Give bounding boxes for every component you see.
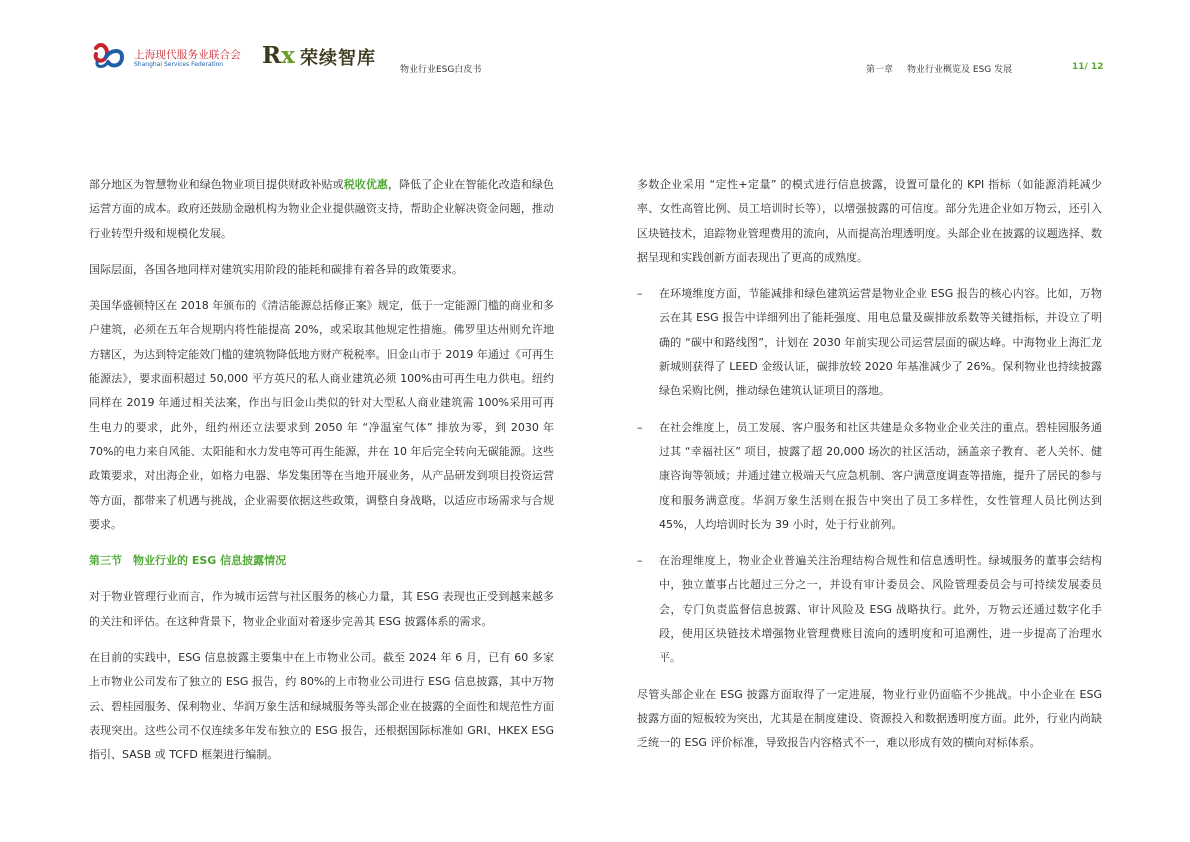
ssf-ribbon-logo-icon xyxy=(92,42,128,72)
list-item-text: 在社会维度上，员工发展、客户服务和社区共建是众多物业企业关注的重点。碧桂园服务通过其 “幸福社区” 项目，披露了超 20,000 场次的社区活动，涵盖亲子教育、老人关怀、健康咨询等领域；并通过建立极端天气应急机制、客户满意度调查等措施，提升了居民的参与度和服务满意度。华润万象生活则在报告中突出了员工多样性，女性管理人员比例达到 45%，人均培训时长为 39 小时，处于行业前列。 xyxy=(659,420,1102,531)
paragraph: 在目前的实践中，ESG 信息披露主要集中在上市物业公司。截至 2024 年 6 月，已有 60 多家上市物业公司发布了独立的 ESG 报告，约 80%的上市物业公司进行 ESG 信息披露，其中万物云、碧桂园服务、保利物业、华润万象生活和绿城服务等头部企业在披露的全面性和规范性方面表现突出。这些公司不仅连续多年发布独立的 ESG 报告，还根据国际标准如 GRI、HKEX ESG 指引、SASB 或 TCFD 框架进行编制。 xyxy=(89,651,554,762)
list-item-text: 在治理维度上，物业企业普遍关注治理结构合规性和信息透明性。绿城服务的董事会结构中，独立董事占比超过三分之一，并设有审计委员会、风险管理委员会与可持续发展委员会，专门负责监督信息披露、审计风险及 ESG 战略执行。此外，万物云还通过数字化手段，使用区块链技术增强物业管理费账目流向的透明度和可追溯性，进一步提高了治理水平。 xyxy=(659,554,1102,665)
paragraph: 尽管头部企业在 ESG 披露方面取得了一定进展，物业行业仍面临不少挑战。中小企业在 ESG 披露方面的短板较为突出，尤其是在制度建设、资源投入和数据透明度方面。此外，行业内尚缺乏统一的 ESG 评价标准，导致报告内容格式不一，难以形成有效的横向对标体系。 xyxy=(637,687,1102,750)
list-item xyxy=(637,549,1102,670)
paragraph: 部分地区为智慧物业和绿色物业项目提供财政补贴或税收优惠，降低了企业在智能化改造和绿色运营方面的成本。政府还鼓励金融机构为物业企业提供融资支持，帮助企业解决资金问题，推动行业转型升级和规模化发展。 xyxy=(89,178,555,240)
chapter-number: 第一章 xyxy=(866,65,894,75)
document-title: 物业行业ESG白皮书 xyxy=(400,65,482,75)
list-item-text: 在环境维度方面，节能减排和绿色建筑运营是物业企业 ESG 报告的核心内容。比如，万物云在其 ESG 报告中详细列出了能耗强度、用电总量及碳排放系数等关键指标，并设立了明确的 “碳中和路线图”，计划在 2030 年前实现公司运营层面的碳达峰。中海物业上海汇龙新城则获得了 LEED 金级认证，碳排放较 2020 年基准减少了 26%。保利物业也持续披露绿色采购比例，推动绿色建筑认证项目的落地。 xyxy=(659,287,1102,398)
highlighted-term: 税收优惠 xyxy=(343,178,388,191)
ssf-logo-english: Shanghai Services Federation xyxy=(134,61,224,68)
list-item xyxy=(637,416,1102,537)
right-column xyxy=(637,173,1102,768)
ssf-logo-chinese: 上海现代服务业联合会 xyxy=(134,49,241,61)
rongxu-brand-name: 荣续智库 xyxy=(300,48,376,69)
page-header xyxy=(0,0,1190,110)
bullet-marker: – xyxy=(637,287,643,301)
page-number: 11/ 12 xyxy=(1072,62,1104,72)
paragraph: 多数企业采用 “定性+定量” 的模式进行信息披露，设置可量化的 KPI 指标（如能源消耗减少率、女性高管比例、员工培训时长等），以增强披露的可信度。部分先进企业如万物云，还引入区块链技术，追踪物业管理费用的流向，从而提高治理透明度。头部企业在披露的议题选择、数据呈现和实践创新方面表现出了更高的成熟度。 xyxy=(637,178,1102,264)
paragraph: 对于物业管理行业而言，作为城市运营与社区服务的核心力量，其 ESG 表现也正受到越来越多的关注和评估。在这种背景下，物业企业面对着逐步完善其 ESG 披露体系的需求。 xyxy=(89,590,554,628)
chapter-label xyxy=(866,62,1012,75)
section-heading: 第三节 物业行业的 ESG 信息披露情况 xyxy=(89,554,287,568)
chapter-title: 物业行业概览及 ESG 发展 xyxy=(907,65,1013,75)
bullet-marker: – xyxy=(637,420,643,434)
bullet-marker: – xyxy=(637,554,643,568)
paragraph: 美国华盛顿特区在 2018 年颁布的《清洁能源总括修正案》规定，低于一定能源门槛的商业和多户建筑，必须在五年合规期内将性能提高 20%，或采取其他规定性措施。佛罗里达州则允许地方辖区，为达到特定能效门槛的建筑物降低地方财产税税率。旧金山市于 2019 年通过《可再生能源法》，要求面积超过 50,000 平方英尺的私人商业建筑必须 100%由可再生电力供电。纽约同样在 2019 年通过相关法案，作出与旧金山类似的针对大型私人商业建筑需 100%采用可再生电力的要求，此外，纽约州还立法要求到 2050 年 “净温室气体” 排放为零，到 2030 年 70%的电力来自风能、太阳能和水力发电等可再生能源，并在 10 年后完全转向无碳能源。这些政策要求，对出海企业，如格力电器、华发集团等在当地开展业务，从产品研发到项目投资运营等方面，都带来了机遇与挑战，企业需要依据这些政策，调整自身战略，以适应市场需求与合规要求。 xyxy=(89,299,554,531)
rongxu-rx-logo-icon: Rx xyxy=(262,42,295,69)
ssf-logo xyxy=(92,40,252,76)
rongxu-logo xyxy=(262,40,392,74)
paragraph: 国际层面，各国各地同样对建筑实用阶段的能耗和碳排有着各异的政策要求。 xyxy=(89,262,463,276)
left-column xyxy=(89,173,554,780)
list-item xyxy=(637,282,1102,403)
